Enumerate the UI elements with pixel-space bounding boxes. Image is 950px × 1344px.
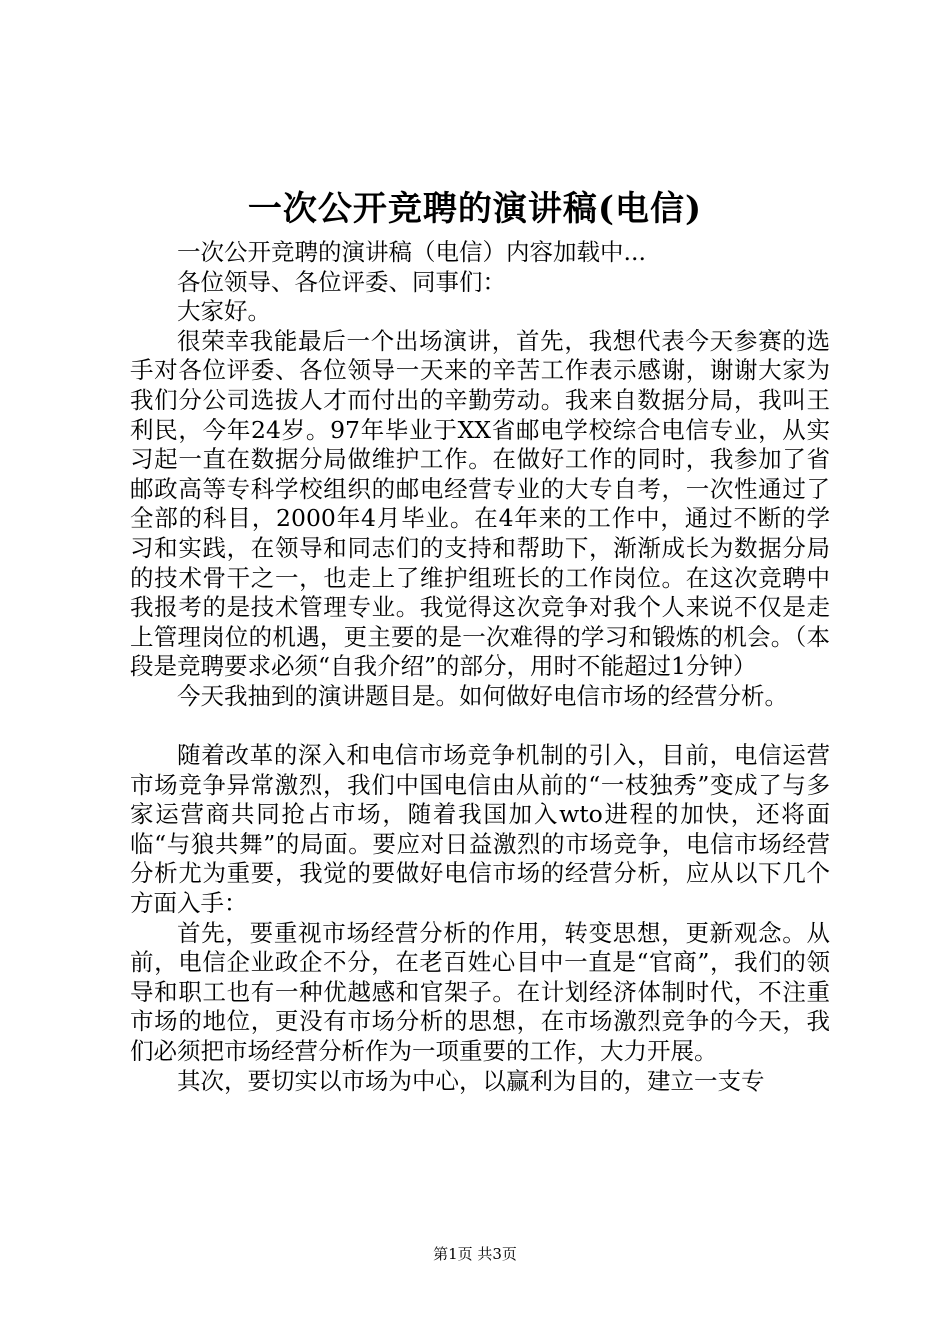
page-footer: 第1页 共3页: [433, 1245, 517, 1263]
document-body: [130, 238, 830, 1096]
greeting-paragraph: 大家好。: [177, 297, 271, 326]
background-paragraph: 随着改革的深入和电信市场竞争机制的引入，目前，电信运营市场竞争异常激烈，我们中国电信由从前的“一枝独秀”变成了与多家运营商共同抢占市场，随着我国加入wto进程的加快，还将面临“与狼共舞”的局面。要应对日益激烈的市场竞争，电信市场经营分析尤为重要，我觉的要做好电信市场的经营分析，应从以下几个方面入手：: [130, 741, 830, 918]
salutation-paragraph: 各位领导、各位评委、同事们：: [177, 267, 506, 296]
loading-notice-paragraph: 一次公开竞聘的演讲稿（电信）内容加载中...: [177, 238, 646, 266]
self-introduction-paragraph: 很荣幸我能最后一个出场演讲，首先，我想代表今天参赛的选手对各位评委、各位领导一天来的辛苦工作表示感谢，谢谢大家为我们分公司选拔人才而付出的辛勤劳动。我来自数据分局，我叫王利民，今年24岁。97年毕业于XX省邮电学校综合电信专业，从实习起一直在数据分局做维护工作。在做好工作的同时，我参加了省邮政高等专科学校组织的邮电经营专业的大专自考，一次性通过了全部的科目，2000年4月毕业。在4年来的工作中，通过不断的学习和实践，在领导和同志们的支持和帮助下，渐渐成长为数据分局的技术骨干之一，也走上了维护组班长的工作岗位。在这次竞聘中我报考的是技术管理专业。我觉得这次竞争对我个人来说不仅是走上管理岗位的机遇，更主要的是一次难得的学习和锻炼的机会。（本段是竞聘要求必须“自我介绍”的部分，用时不能超过1分钟）: [130, 326, 830, 681]
topic-paragraph: 今天我抽到的演讲题目是。如何做好电信市场的经营分析。: [177, 681, 788, 710]
second-point-paragraph: 其次，要切实以市场为中心，以赢利为目的，建立一支专: [177, 1066, 765, 1095]
first-point-paragraph: 首先，要重视市场经营分析的作用，转变思想，更新观念。从前，电信企业政企不分，在老百姓心目中一直是“官商”，我们的领导和职工也有一种优越感和官架子。在计划经济体制时代，不注重市场的地位，更没有市场分析的思想，在市场激烈竞争的今天，我们必须把市场经营分析作为一项重要的工作，大力开展。: [130, 918, 830, 1066]
document-title: 一次公开竞聘的演讲稿(电信): [247, 189, 703, 229]
